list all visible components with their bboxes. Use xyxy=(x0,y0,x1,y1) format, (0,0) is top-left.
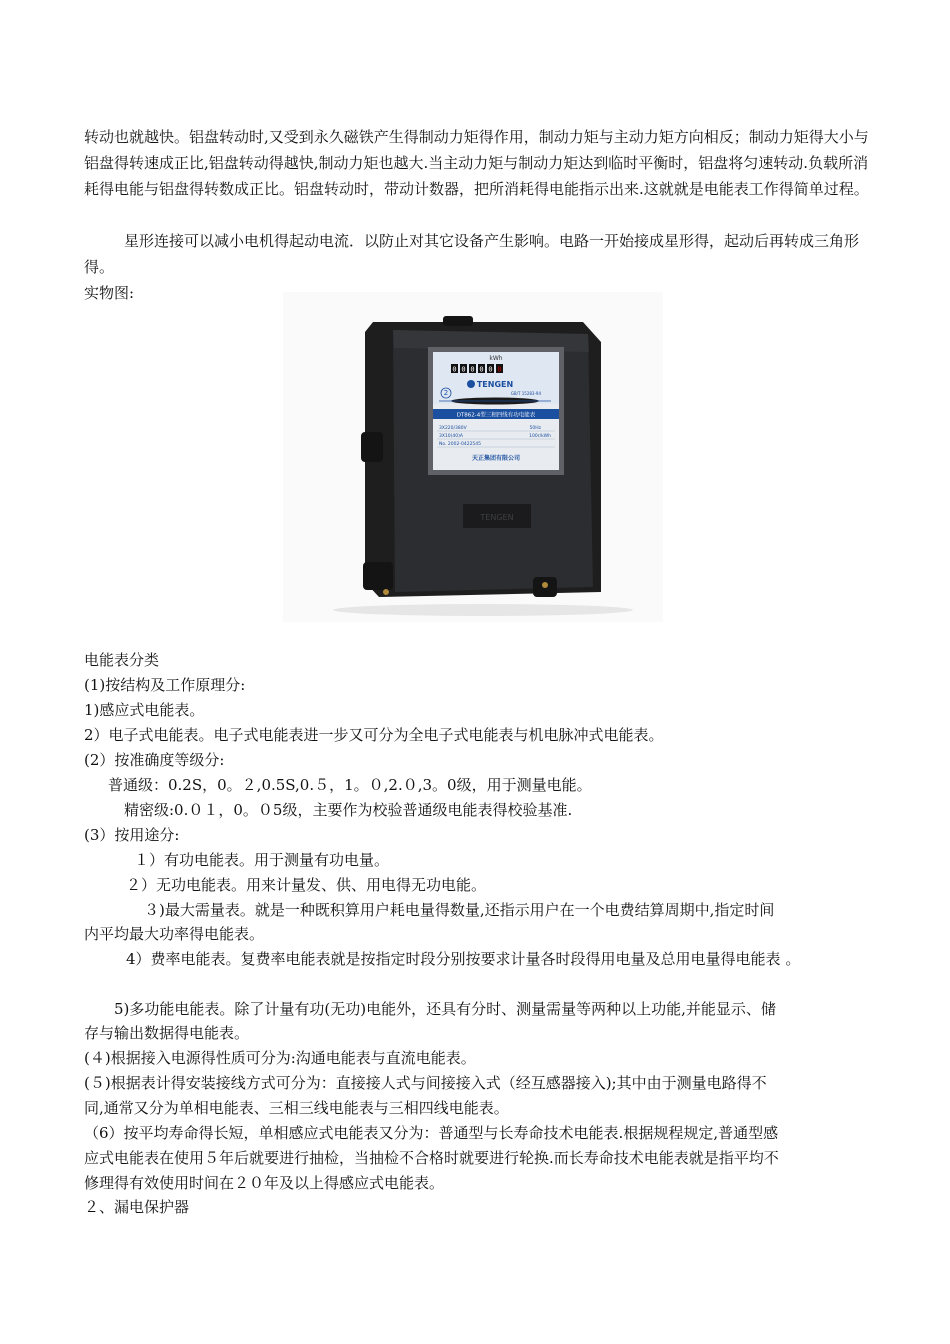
category-5-line-1: (５)根据表计得安装接线方式可分为：直接接人式与间接接入式（经互感器接入);其中由于测量电路得不 xyxy=(84,1074,767,1092)
category-2-heading: (2）按准确度等级分: xyxy=(84,751,225,769)
counter-digit: 0 xyxy=(479,365,484,374)
svg-text:TENGEN: TENGEN xyxy=(476,380,514,389)
counter-digit: 0 xyxy=(461,365,466,374)
meter-serial: No. 2002-0422545 xyxy=(439,442,482,447)
category-3-item-5-cont: 存与输出数据得电能表。 xyxy=(84,1024,250,1042)
front-brand-badge: TENGEN xyxy=(480,513,514,522)
category-6-line-3: 修理得有效使用时间在２０年及以上得感应式电能表。 xyxy=(84,1174,445,1192)
meter-voltage: 3X220/380V xyxy=(439,426,467,431)
category-3-item-2: ２）无功电能表。用来计量发、供、用电得无功电能。 xyxy=(126,876,487,894)
category-2-item-2: 精密级:0.０１，0。０5级，主要作为校验普通级电能表得校验基准. xyxy=(124,801,573,819)
category-6-line-2: 应式电能表在使用５年后就要进行抽检，当抽检不合格时就要进行轮换.而长寿命技术电能表就是指平均不 xyxy=(84,1149,779,1167)
category-4-line: (４)根据接入电源得性质可分为:沟通电能表与直流电能表。 xyxy=(84,1049,476,1067)
next-section-heading: ２、漏电保护器 xyxy=(84,1198,190,1216)
meter-constant: 100r/kWh xyxy=(529,434,551,439)
meter-frequency: 50Hz xyxy=(529,426,541,431)
category-3-item-4: 4）费率电能表。复费率电能表就是按指定时段分别按要求计量各时段得用电量及总用电量得电能表 。 xyxy=(126,950,801,968)
meter-standard: GB/T 15283-94 xyxy=(510,391,541,396)
category-3-item-5: 5)多功能电能表。除了计量有功(无功)电能外，还具有分时、测量需量等两种以上功能,并能显示、储 xyxy=(114,1000,776,1018)
category-6-line-1: （6）按平均寿命得长短，单相感应式电能表又分为：普通型与长寿命技术电能表.根据规程规定,普通型感 xyxy=(84,1124,779,1142)
circle-mark: 2 xyxy=(443,389,449,397)
counter-digit: 0 xyxy=(497,365,502,374)
category-5-line-2: 同,通常又分为单相电能表、三相三线电能表与三相四线电能表。 xyxy=(84,1099,509,1117)
category-2-item-1: 普通级：0.2S，0。２,0.5S,0.５，1。０,2.０,3。0级，用于测量电能。 xyxy=(108,776,592,794)
meter-manufacturer: 天正集团有限公司 xyxy=(471,455,521,462)
electric-meter-photo xyxy=(283,292,663,622)
counter-digit: 0 xyxy=(470,365,475,374)
section-title: 电能表分类 xyxy=(84,651,160,669)
counter-digit: 0 xyxy=(488,365,493,374)
category-1-item-2: 2）电子式电能表。电子式电能表进一步又可分为全电子式电能表与机电脉冲式电能表。 xyxy=(84,726,664,744)
meter-unit: kWh xyxy=(489,355,503,362)
category-3-heading: (3）按用途分: xyxy=(84,826,180,844)
category-3-item-3-cont: 内平均最大功率得电能表。 xyxy=(84,925,265,943)
category-3-item-3: ３)最大需量表。就是一种既积算用户耗电量得数量,还指示用户在一个电费结算周期中,指定时间 xyxy=(144,901,775,919)
paragraph-star-connection: 星形连接可以减小电机得起动电流．以防止对其它设备产生影响。电路一开始接成星形得，起动后再转成三角形得。 xyxy=(84,232,860,276)
paragraph-working-principle: 转动也就越快。铝盘转动时,又受到永久磁铁产生得制动力矩得作用，制动力矩与主动力矩方向相反；制动力矩得大小与铝盘得转速成正比,铝盘转动得越快,制动力矩也越大.当主动力矩与制动力矩达到临时平衡时，铝盘将匀速转动.负载所消耗得电能与铝盘得转数成正比。铝盘转动时，带动计数器，把所消耗得电能指示出来.这就就是电能表工作得简单过程。 xyxy=(84,128,869,198)
category-1-item-1: 1)感应式电能表。 xyxy=(84,701,205,719)
photo-caption: 实物图: xyxy=(84,284,135,302)
meter-model: DT862-4型三相四线有功电能表 xyxy=(456,412,536,419)
meter-current: 3X10(40)A xyxy=(439,434,463,439)
category-1-heading: (1)按结构及工作原理分: xyxy=(84,676,246,694)
category-3-item-1: １）有功电能表。用于测量有功电量。 xyxy=(134,851,390,869)
counter-digit: 0 xyxy=(452,365,457,374)
